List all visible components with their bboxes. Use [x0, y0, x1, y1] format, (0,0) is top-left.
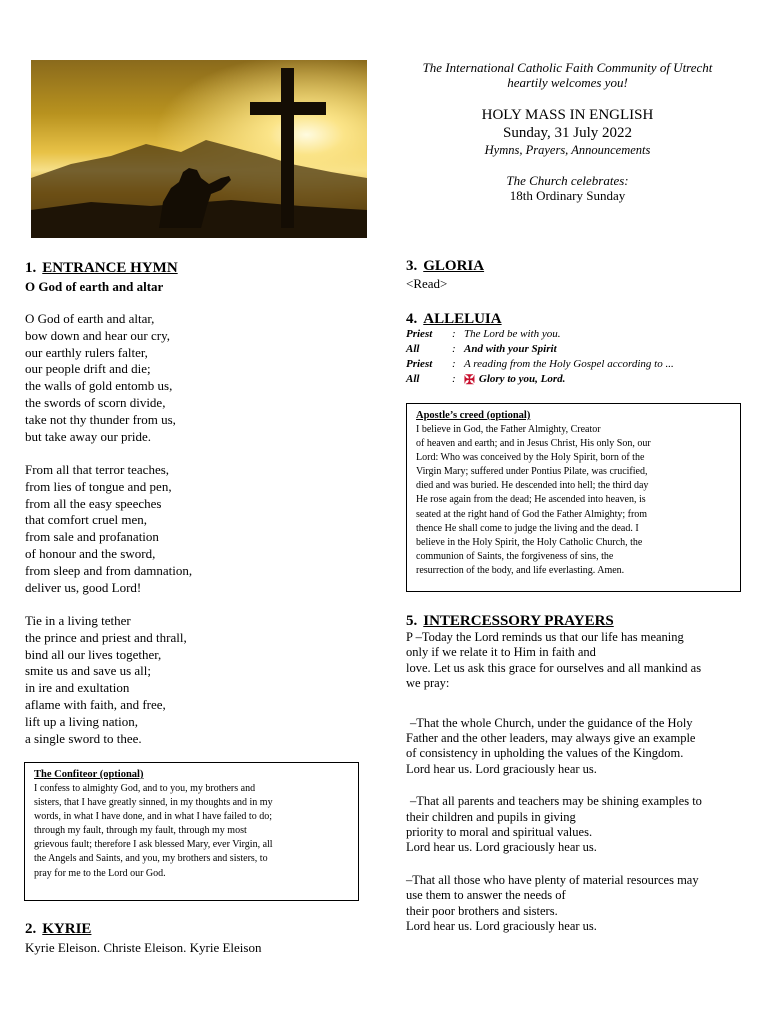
- hymn-stanza-2: [25, 462, 192, 596]
- creed-line: of heaven and earth; and in Jesus Christ, His only Son, our: [416, 438, 651, 450]
- dialogue-separator: :: [452, 358, 456, 370]
- confiteor-line: I confess to almighty God, and to you, my brothers and: [34, 783, 256, 794]
- dialogue-separator: :: [452, 328, 456, 340]
- hymn-stanza-3: [25, 613, 187, 747]
- creed-line: He rose again from the dead; He ascended into heaven, is: [416, 494, 646, 506]
- hymn-line: our people drift and die;: [25, 361, 151, 377]
- hymn-line: the swords of scorn divide,: [25, 394, 166, 410]
- mass-date: Sunday, 31 July 2022: [502, 125, 633, 141]
- creed-line: Lord: Who was conceived by the Holy Spirit, born of the: [416, 452, 645, 464]
- gloria-text: <Read>: [406, 276, 448, 291]
- alleluia-dialogue: [406, 327, 736, 387]
- creed-line: resurrection of the body, and life everlasting. Amen.: [416, 564, 625, 576]
- creed-line: seated at the right hand of God the Father Almighty; from: [416, 508, 648, 520]
- prayer-line: –That the whole Church, under the guidance of the Holy: [410, 715, 693, 730]
- hymn-line: the walls of gold entomb us,: [25, 378, 173, 394]
- community-line-2: heartily welcomes you!: [507, 75, 628, 90]
- hymn-line: bind all our lives together,: [25, 646, 162, 662]
- prayer-line: their poor brothers and sisters.: [406, 903, 558, 918]
- dialogue-text: A reading from the Holy Gospel according to ...: [464, 358, 674, 370]
- prayer-response: Lord hear us. Lord graciously hear us.: [406, 761, 597, 776]
- dialogue-text: The Lord be with you.: [464, 328, 561, 340]
- prayer-line: priority to moral and spiritual values.: [406, 825, 593, 840]
- hymn-line: of honour and the sword,: [25, 545, 156, 561]
- intercessions-heading: [406, 612, 614, 630]
- prayer-response: Lord hear us. Lord graciously hear us.: [406, 840, 597, 855]
- community-line-1: The International Catholic Faith Community of Utrecht: [422, 60, 713, 75]
- section-number: 5.: [406, 613, 418, 629]
- creed-line: believe in the Holy Spirit, the Holy Catholic Church, the: [416, 536, 643, 548]
- confiteor-line: through my fault, through my fault, through my most: [34, 825, 247, 837]
- hymn-line: in ire and exultation: [25, 680, 130, 696]
- creed-line: communion of Saints, the forgiveness of sins, the: [416, 550, 614, 562]
- creed-box: [406, 403, 741, 592]
- creed-line: Virgin Mary; suffered under Pontius Pilate, was crucified,: [416, 466, 648, 478]
- gloria-heading: [406, 257, 484, 275]
- dialogue-row: [406, 372, 736, 387]
- hymn-line: from lies of tongue and pen,: [25, 478, 172, 494]
- hymn-line: bow down and hear our cry,: [25, 327, 170, 343]
- prayer-item-cont: [406, 731, 751, 777]
- section-number: 2.: [25, 921, 37, 937]
- dialogue-row: [406, 342, 736, 357]
- intro-line: only if we relate it to Him in faith and: [406, 645, 596, 660]
- creed-title: Apostle’s creed (optional): [416, 410, 531, 421]
- section-title: ENTRANCE HYMN: [42, 260, 178, 276]
- prayer-line: use them to answer the needs of: [406, 888, 566, 903]
- section-title: KYRIE: [42, 921, 92, 937]
- prayer-line: their children and pupils in giving: [406, 809, 576, 824]
- hymn-line: O God of earth and altar,: [25, 311, 155, 326]
- sunset-cross-illustration: [31, 60, 367, 238]
- prayer-item: [406, 794, 751, 809]
- prayer-line: of consistency in upholding the values of the Kingdom.: [406, 746, 684, 761]
- confiteor-box: [24, 762, 359, 901]
- hymn-line: from all the easy speeches: [25, 495, 162, 511]
- hymn-line: deliver us, good Lord!: [25, 579, 142, 595]
- confiteor-text: [34, 782, 349, 881]
- confiteor-line: sisters, that I have greatly sinned, in my thoughts and in my: [34, 797, 273, 809]
- hymn-line: smite us and save us all;: [25, 663, 152, 679]
- hymn-line: that comfort cruel men,: [25, 512, 148, 528]
- confiteor-line: words, in what I have done, and in what I have failed to do;: [34, 811, 272, 823]
- section-title: INTERCESSORY PRAYERS: [423, 613, 614, 629]
- prayer-item-cont: [406, 810, 751, 856]
- dialogue-speaker: Priest: [406, 328, 433, 340]
- dialogue-speaker: All: [406, 373, 420, 385]
- section-number: 4.: [406, 311, 418, 327]
- hymn-line: aflame with faith, and free,: [25, 696, 166, 712]
- intro-line: we pray:: [406, 676, 450, 691]
- intro-line: love. Let us ask this grace for ourselves and all mankind as: [406, 660, 702, 675]
- prayer-line: –That all those who have plenty of material resources may: [406, 872, 699, 887]
- entrance-hymn-heading: [25, 259, 178, 277]
- dialogue-separator: :: [452, 343, 456, 355]
- hymn-line: our earthly rulers falter,: [25, 344, 148, 360]
- dialogue-speaker: All: [406, 343, 420, 355]
- hymn-title: O God of earth and altar: [25, 279, 164, 294]
- hymn-line: From all that terror teaches,: [25, 462, 170, 477]
- dialogue-separator: :: [452, 373, 456, 385]
- confiteor-line: grievous fault; therefore I ask blessed Mary, ever Virgin, all: [34, 839, 273, 851]
- prayer-item: [406, 873, 751, 935]
- section-title: ALLELUIA: [423, 311, 502, 327]
- dialogue-speaker: Priest: [406, 358, 433, 370]
- creed-text: [416, 423, 731, 578]
- community-welcome: [400, 60, 735, 90]
- dialogue-text: And with your Spirit: [464, 343, 557, 355]
- hero-image: [31, 60, 367, 238]
- section-number: 1.: [25, 260, 37, 276]
- hymn-stanza-1: [25, 311, 176, 445]
- hymn-line: a single sword to thee.: [25, 730, 142, 746]
- hymn-line: take not thy thunder from us,: [25, 411, 176, 427]
- prayer-response: Lord hear us. Lord graciously hear us.: [406, 919, 597, 934]
- creed-line: thence He shall come to judge the living and the dead. I: [416, 522, 639, 534]
- dialogue-text: Glory to you, Lord.: [478, 373, 566, 385]
- hymn-line: but take away our pride.: [25, 428, 151, 444]
- celebrates-label: The Church celebrates:: [506, 173, 629, 188]
- section-title: GLORIA: [423, 258, 485, 274]
- intercessions-body: [406, 630, 751, 935]
- intercessions-intro: [406, 630, 751, 692]
- dialogue-row: [406, 327, 736, 342]
- creed-line: I believe in God, the Father Almighty, Creator: [416, 424, 601, 435]
- dialogue-row: [406, 357, 736, 372]
- prayer-line: Father and the other leaders, may always give an example: [406, 731, 696, 746]
- kyrie-heading: [25, 920, 91, 938]
- prayer-line: –That all parents and teachers may be shining examples to: [410, 794, 702, 809]
- hymn-line: from sale and profanation: [25, 529, 159, 545]
- confiteor-line: pray for me to the Lord our God.: [34, 867, 166, 879]
- alleluia-heading: [406, 310, 502, 328]
- prayer-item: [406, 716, 751, 731]
- confiteor-line: the Angels and Saints, and you, my brothers and sisters, to: [34, 853, 268, 865]
- kyrie-text: Kyrie Eleison. Christe Eleison. Kyrie Eleison: [25, 940, 262, 955]
- intro-line: P –Today the Lord reminds us that our life has meaning: [406, 630, 684, 644]
- jerusalem-cross-icon: ✠: [464, 372, 475, 387]
- mass-title: HOLY MASS IN ENGLISH: [481, 107, 654, 123]
- celebrates-value: 18th Ordinary Sunday: [509, 188, 626, 203]
- hymn-line: Tie in a living tether: [25, 613, 131, 628]
- hymn-line: from sleep and from damnation,: [25, 562, 193, 578]
- confiteor-title: The Confiteor (optional): [34, 769, 144, 780]
- hymn-line: the prince and priest and thrall,: [25, 629, 187, 645]
- section-number: 3.: [406, 258, 418, 274]
- creed-line: died and was buried. He descended into hell; the third day: [416, 480, 649, 492]
- hymn-line: lift up a living nation,: [25, 713, 139, 729]
- mass-subtitle: Hymns, Prayers, Announcements: [484, 143, 651, 157]
